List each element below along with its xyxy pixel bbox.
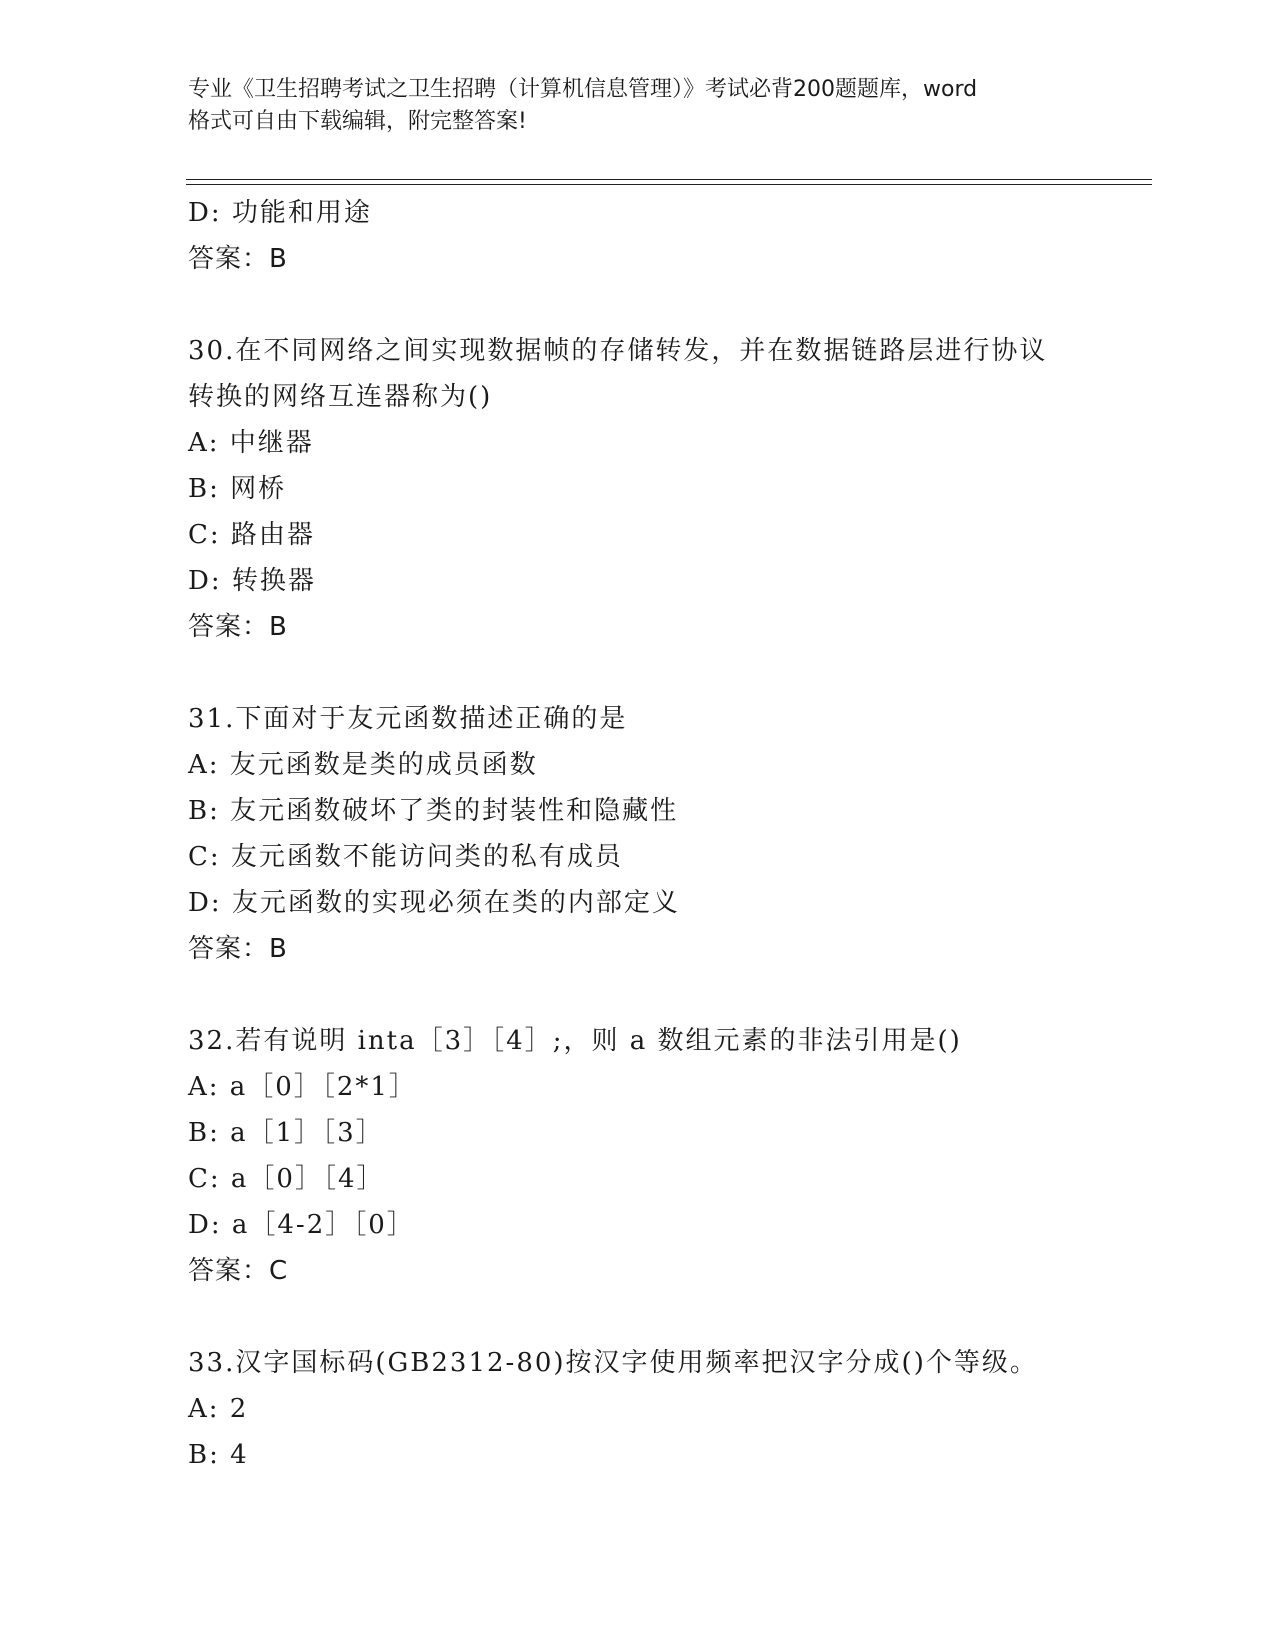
header-divider-bottom [186,184,1152,185]
answer-line: 答案：C [188,1256,289,1286]
question-stem-32: 32.若有说明 inta［3］［4］;，则 a 数组元素的非法引用是() [188,1026,962,1056]
question-list [188,190,1148,1478]
header-divider-top [186,179,1152,180]
spacer [188,1294,1148,1340]
option-d: D: 功能和用途 [188,198,372,228]
spacer [188,282,1148,328]
spacer [188,650,1148,696]
option-c: C: a［0］［4］ [188,1164,385,1194]
option-b: B: 网桥 [188,474,287,504]
document-header [188,74,1108,138]
option-a: A: a［0］［2*1］ [188,1072,417,1102]
answer-line: 答案：B [188,244,288,274]
option-c: C: 路由器 [188,520,315,550]
option-c: C: 友元函数不能访问类的私有成员 [188,842,623,872]
option-b: B: 友元函数破坏了类的封装性和隐藏性 [188,796,679,826]
question-stem-30-cont: 转换的网络互连器称为() [188,382,493,412]
option-a: A: 友元函数是类的成员函数 [188,750,538,780]
option-b: B: a［1］［3］ [188,1118,384,1148]
answer-line: 答案：B [188,934,288,964]
option-a: A: 2 [188,1394,249,1424]
answer-line: 答案：B [188,612,288,642]
option-d: D: 友元函数的实现必须在类的内部定义 [188,888,680,918]
spacer [188,972,1148,1018]
question-stem-31: 31.下面对于友元函数描述正确的是 [188,704,628,734]
option-b: B: 4 [188,1440,249,1470]
option-a: A: 中继器 [188,428,314,458]
option-d: D: a［4-2］［0］ [188,1210,415,1240]
header-line-1: 专业《卫生招聘考试之卫生招聘（计算机信息管理）》考试必背200题题库，word [188,77,978,102]
question-stem-30: 30.在不同网络之间实现数据帧的存储转发，并在数据链路层进行协议 [188,336,1048,366]
header-line-2: 格式可自由下载编辑，附完整答案! [188,109,527,134]
question-stem-33: 33.汉字国标码(GB2312-80)按汉字使用频率把汉字分成()个等级。 [188,1348,1038,1378]
option-d: D: 转换器 [188,566,316,596]
